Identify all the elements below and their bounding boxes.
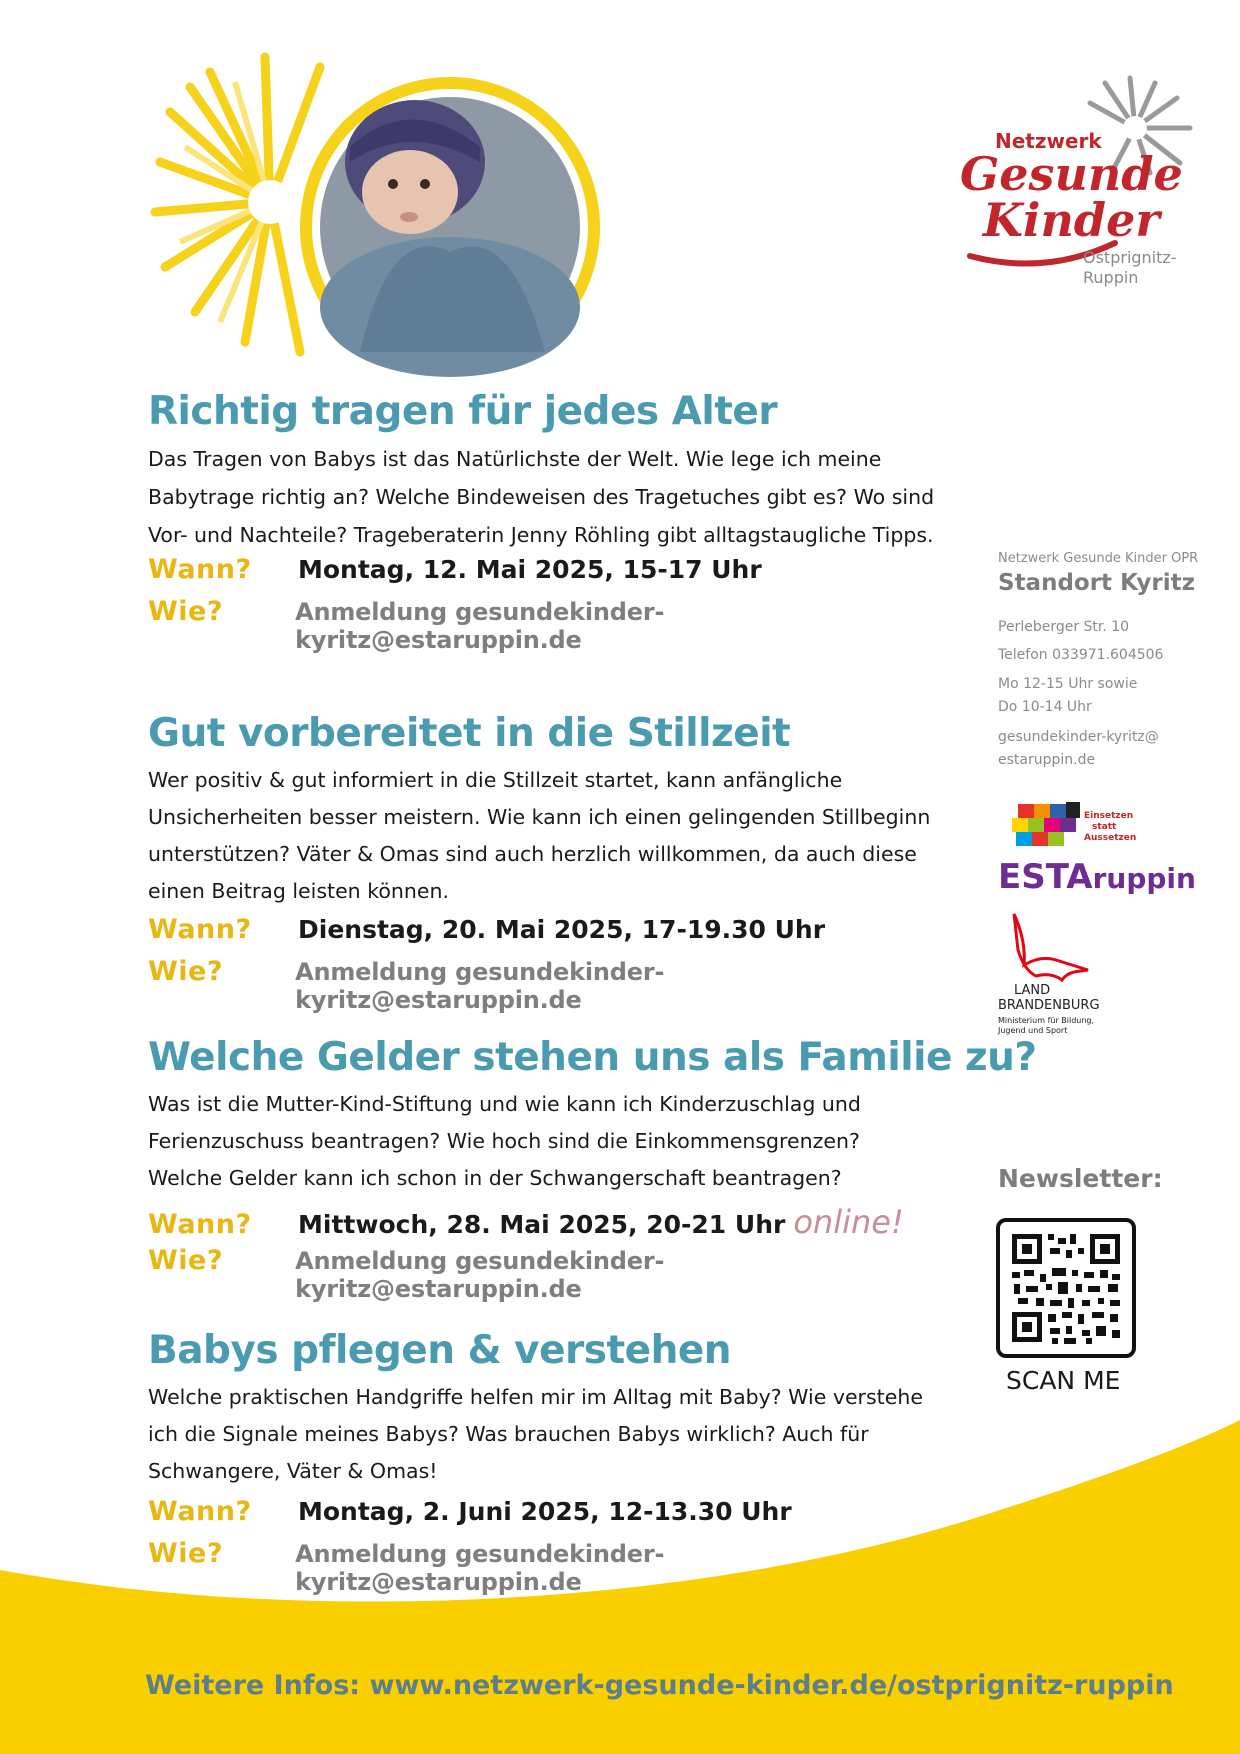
newsletter-heading: Newsletter: xyxy=(998,1164,1163,1193)
event-date: Dienstag, 20. Mai 2025, 17-19.30 Uhr xyxy=(298,915,826,944)
registration-email-link[interactable]: Anmeldung gesundekinder-kyritz@estaruppin.de xyxy=(295,958,665,1014)
when-label: Wann? xyxy=(148,554,252,585)
event-1 xyxy=(148,389,938,654)
event-4 xyxy=(148,1328,938,1596)
esta-slogan-2: statt xyxy=(1092,822,1117,832)
event-how-row xyxy=(148,1538,938,1596)
sidebar-hours: Do 10-14 Uhr xyxy=(998,699,1092,715)
sidebar-email[interactable]: gesundekinder-kyritz@ xyxy=(998,729,1159,745)
event-how-row xyxy=(148,596,938,654)
sidebar-location: Standort Kyritz xyxy=(998,570,1196,596)
brb-line-2: BRANDENBURG xyxy=(998,998,1100,1013)
eagle-icon xyxy=(1014,914,1088,980)
brb-line-4: Jugend und Sport xyxy=(998,1026,1068,1035)
event-when-row xyxy=(148,1496,938,1538)
registration-email-link[interactable]: Anmeldung gesundekinder-kyritz@estaruppin.de xyxy=(295,598,665,654)
esta-slogan-3: Aussetzen xyxy=(1084,833,1137,843)
how-label: Wie? xyxy=(148,596,224,627)
when-label: Wann? xyxy=(148,1496,252,1527)
sidebar-email[interactable]: estaruppin.de xyxy=(998,752,1096,768)
registration-email-link[interactable]: Anmeldung gesundekinder-kyritz@estaruppin.de xyxy=(295,1540,665,1596)
logo-netzwerk: Netzwerk xyxy=(995,129,1102,153)
sidebar-phone[interactable]: Telefon 033971.604506 xyxy=(998,647,1164,663)
logo-gesunde: Gesunde xyxy=(960,147,1183,201)
netzwerk-gesunde-kinder-logo xyxy=(955,78,1195,288)
how-label: Wie? xyxy=(148,956,224,987)
esta-slogan-1: Einsetzen xyxy=(1084,811,1134,821)
registration-email-link[interactable]: Anmeldung gesundekinder-kyritz@estaruppin.de xyxy=(295,1247,665,1303)
event-title: Welche Gelder stehen uns als Familie zu? xyxy=(148,1035,1037,1080)
brb-line-1: LAND xyxy=(1014,983,1051,998)
event-title: Babys pflegen & verstehen xyxy=(148,1328,732,1373)
event-when-row xyxy=(148,554,938,596)
puzzle-icon xyxy=(1012,802,1080,846)
event-description: Welche praktischen Handgriffe helfen mir im Alltag mit Baby? Wie verstehe ich die Signale meines Babys? Was brauchen Babys wirklich? Auch für Schwangere, Väter & Omas! xyxy=(148,1385,923,1483)
event-how-row xyxy=(148,1245,938,1303)
event-description: Wer positiv & gut informiert in die Stillzeit startet, kann anfängliche Unsicherheiten besser meistern. Wie kann ich einen gelingenden Stillbeginn unterstützen? Väter & Omas sind auch herzlich willkommen, da auch diese einen Beitrag leisten können. xyxy=(148,768,931,903)
scan-me-label: SCAN ME xyxy=(1006,1366,1121,1395)
logo-kinder: Kinder xyxy=(983,193,1160,247)
online-badge: online! xyxy=(793,1203,904,1241)
esta-ruppin-logo xyxy=(996,800,1196,910)
esta-name xyxy=(998,857,1196,897)
event-when-row xyxy=(148,914,938,956)
event-description: Was ist die Mutter-Kind-Stiftung und wie kann ich Kinderzuschlag und Ferienzuschuss beantragen? Wie hoch sind die Einkommensgrenzen? Welche Gelder kann ich schon in der Schwangerschaft beantragen? xyxy=(148,1092,861,1190)
brb-line-3: Ministerium für Bildung, xyxy=(998,1016,1095,1025)
event-date: Montag, 12. Mai 2025, 15-17 Uhr xyxy=(298,555,762,584)
how-label: Wie? xyxy=(148,1538,224,1569)
event-how-row xyxy=(148,956,938,1014)
event-title: Gut vorbereitet in die Stillzeit xyxy=(148,711,791,756)
event-date: Montag, 2. Juni 2025, 12-13.30 Uhr xyxy=(298,1497,792,1526)
event-date: Mittwoch, 28. Mai 2025, 20-21 Uhr xyxy=(298,1210,786,1239)
sidebar-hours: Mo 12-15 Uhr sowie xyxy=(998,676,1138,692)
logo-region-1: Ostprignitz- xyxy=(1083,248,1177,267)
sidebar-org: Netzwerk Gesunde Kinder OPR xyxy=(998,551,1199,566)
when-label: Wann? xyxy=(148,914,252,945)
land-brandenburg-logo xyxy=(996,910,1136,1035)
header-illustration xyxy=(150,52,620,382)
sidebar-street: Perleberger Str. 10 xyxy=(998,619,1130,635)
logo-region-2: Ruppin xyxy=(1083,268,1139,287)
footer-more-info-link[interactable]: Weitere Infos: www.netzwerk-gesunde-kinder.de/ostprignitz-ruppin xyxy=(145,1670,1174,1701)
how-label: Wie? xyxy=(148,1245,224,1276)
esta-name-part-a: ESTA xyxy=(998,857,1093,897)
when-label: Wann? xyxy=(148,1209,252,1240)
event-description: Das Tragen von Babys ist das Natürlichste der Welt. Wie lege ich meine Babytrage richtig an? Welche Bindeweisen des Tragetuches gibt es? Wo sind Vor- und Nachteile? Trageberaterin Jenny Röhling gibt alltagstaugliche Tipps. xyxy=(148,447,935,547)
event-when-row xyxy=(148,1203,938,1245)
event-3 xyxy=(148,1035,1037,1303)
event-2 xyxy=(148,711,938,1014)
esta-name-part-b: ruppin xyxy=(1092,862,1196,895)
newsletter-qr-code[interactable] xyxy=(996,1218,1136,1358)
event-title: Richtig tragen für jedes Alter xyxy=(148,389,778,434)
